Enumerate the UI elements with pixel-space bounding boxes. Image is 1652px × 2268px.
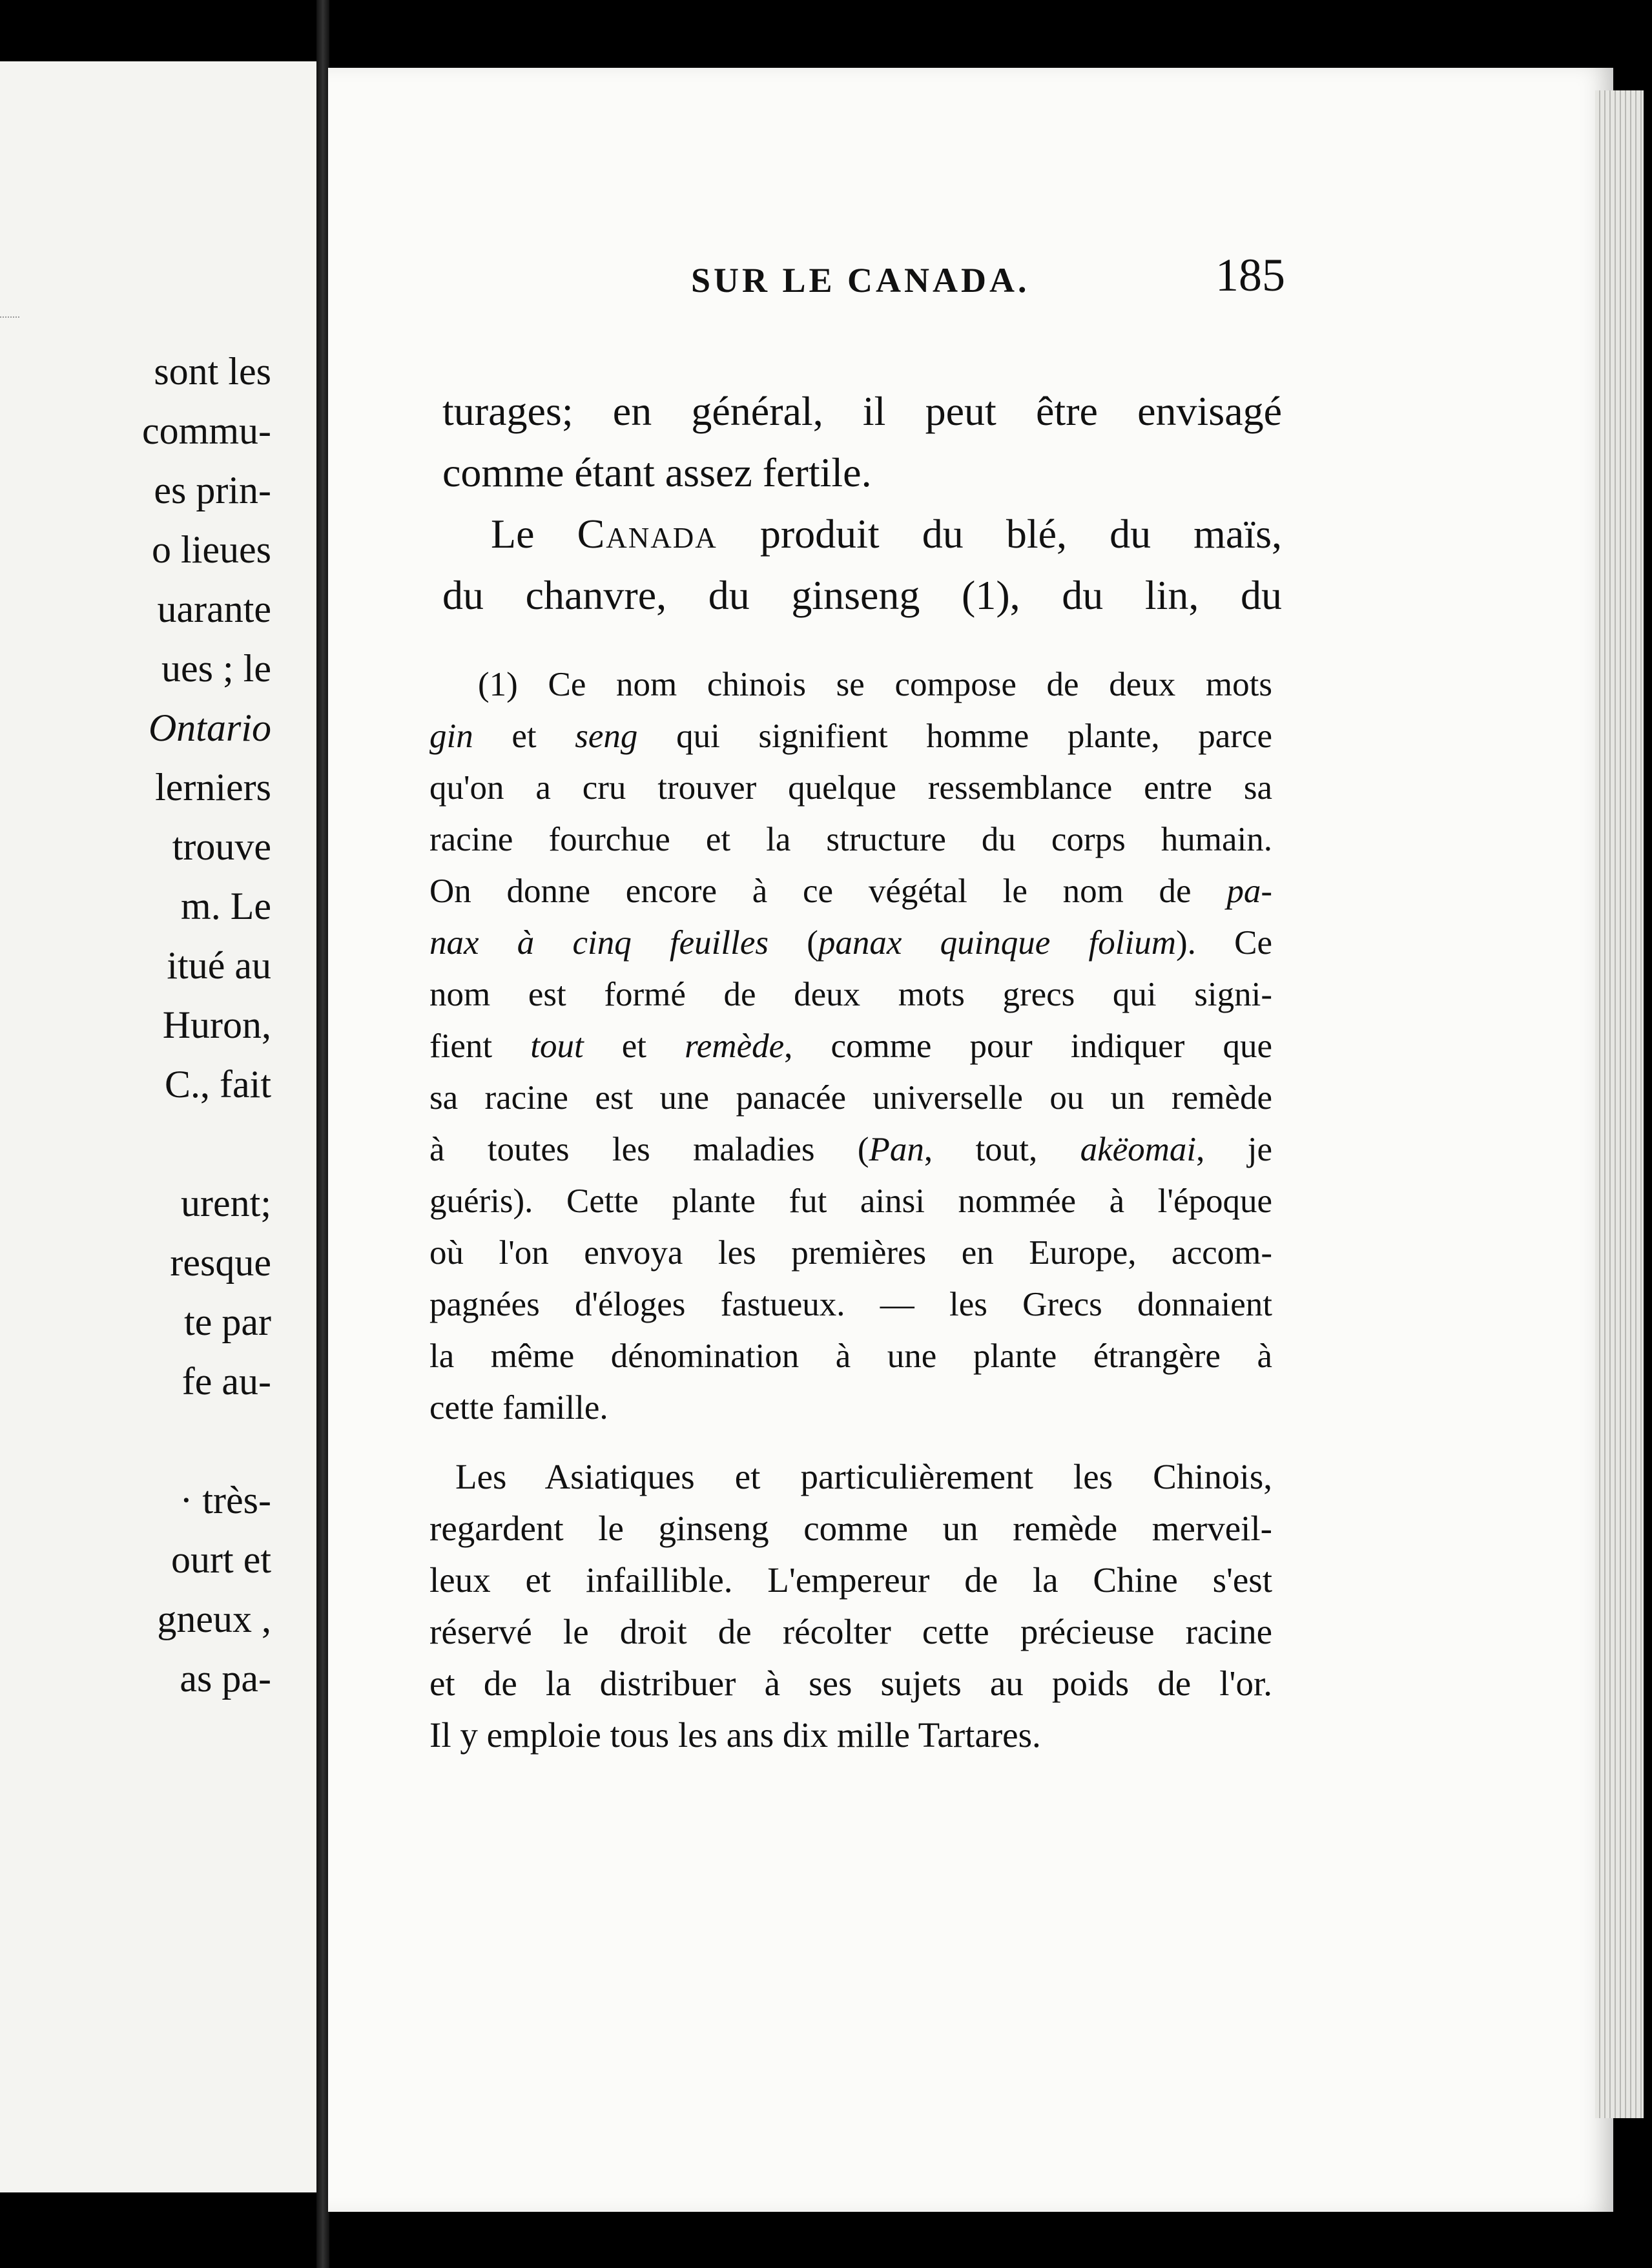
text-run: à toutes les maladies ( bbox=[429, 1131, 869, 1168]
footnote-line bbox=[429, 1027, 1272, 1066]
left-text-line: es prin- bbox=[154, 469, 271, 511]
footnote-line bbox=[429, 717, 1272, 756]
footnote-line: qu'on a cru trouver quelque ressemblance entre sa bbox=[429, 769, 1272, 807]
italic-run: gin bbox=[429, 717, 473, 755]
footnote-line bbox=[429, 923, 1272, 962]
text-run: ( bbox=[768, 924, 818, 962]
running-head: SUR LE CANADA. bbox=[691, 261, 1030, 300]
text-run: et bbox=[583, 1027, 685, 1065]
italic-run: seng bbox=[575, 717, 638, 755]
left-text-line: · très- bbox=[180, 1479, 271, 1521]
body-line: comme étant assez fertile. bbox=[442, 449, 872, 495]
text-run: fient bbox=[429, 1027, 531, 1065]
paragraph-line: réservé le droit de récolter cette précieuse racine bbox=[429, 1612, 1272, 1651]
page-fringe bbox=[0, 316, 19, 382]
body-line: du chanvre, du ginseng (1), du lin, du bbox=[442, 572, 1282, 618]
left-text-line: urent; bbox=[181, 1182, 271, 1224]
footnote-line: sa racine est une panacée universelle ou un remède bbox=[429, 1079, 1272, 1117]
book-gutter bbox=[316, 0, 329, 2268]
paragraph-line: et de la distribuer à ses sujets au poids de l'or. bbox=[429, 1664, 1272, 1703]
left-text-line: itué au bbox=[167, 944, 271, 987]
left-text-line: ourt et bbox=[171, 1538, 271, 1581]
body-text-run: Le bbox=[491, 511, 577, 557]
text-run: , je bbox=[1196, 1131, 1272, 1168]
footnote-line: pagnées d'éloges fastueux. — les Grecs donnaient bbox=[429, 1286, 1272, 1323]
footnote-line: la même dénomination à une plante étrangère à bbox=[429, 1337, 1272, 1375]
page-number: 185 bbox=[1215, 249, 1285, 301]
left-text-line: te par bbox=[184, 1301, 271, 1343]
body-line: turages; en général, il peut être envisagé bbox=[442, 388, 1282, 434]
footnote-line: racine fourchue et la structure du corps humain. bbox=[429, 821, 1272, 858]
left-text-line: fe au- bbox=[181, 1360, 271, 1403]
italic-run: pa- bbox=[1226, 872, 1272, 910]
body-line bbox=[491, 510, 1282, 558]
left-text-line: gneux , bbox=[157, 1598, 271, 1640]
text-run: , comme pour indiquer que bbox=[784, 1027, 1273, 1065]
italic-run: Pan bbox=[869, 1131, 924, 1168]
left-text-line: Huron, bbox=[162, 1004, 271, 1046]
left-text-line: lerniers bbox=[155, 766, 271, 809]
left-text-line: C., fait bbox=[165, 1063, 271, 1106]
paragraph-line: Il y emploie tous les ans dix mille Tartares. bbox=[429, 1715, 1041, 1755]
left-text-line: o lieues bbox=[152, 528, 271, 571]
left-text-line: as pa- bbox=[180, 1657, 271, 1700]
footnote-line: (1) Ce nom chinois se compose de deux mots bbox=[478, 666, 1272, 703]
left-text-line: uarante bbox=[157, 588, 271, 630]
left-text-line: m. Le bbox=[181, 885, 271, 927]
italic-run: tout bbox=[530, 1027, 584, 1065]
italic-run: remède bbox=[685, 1027, 785, 1065]
left-text-line: ues ; le bbox=[161, 647, 271, 690]
page-edges bbox=[1595, 90, 1644, 2118]
footnote-line: cette famille. bbox=[429, 1389, 608, 1427]
left-text-line: trouve bbox=[172, 825, 271, 868]
page-header bbox=[691, 242, 1285, 320]
text-run: et bbox=[473, 717, 575, 755]
text-run: On donne encore à ce végétal le nom de bbox=[429, 872, 1227, 910]
footnote-line: où l'on envoya les premières en Europe, accom- bbox=[429, 1234, 1272, 1272]
paragraph-line: regardent le ginseng comme un remède merveil- bbox=[429, 1509, 1272, 1548]
text-run: qui signifient homme plante, parce bbox=[637, 717, 1272, 755]
italic-run: akëomai bbox=[1080, 1131, 1197, 1168]
left-text-line: commu- bbox=[142, 409, 271, 452]
paragraph-line: Les Asiatiques et particulièrement les Chinois, bbox=[455, 1457, 1272, 1496]
body-text-run: produit du blé, du maïs, bbox=[717, 511, 1282, 557]
facing-page bbox=[0, 61, 316, 2192]
smallcaps-run: Canada bbox=[577, 511, 718, 557]
left-text-line: Ontario bbox=[148, 706, 271, 749]
footnote-line: guéris). Cette plante fut ainsi nommée à l'époque bbox=[429, 1182, 1272, 1220]
text-run: ). Ce bbox=[1176, 924, 1272, 962]
footnote-line bbox=[429, 1130, 1272, 1169]
footnote-line: nom est formé de deux mots grecs qui signi- bbox=[429, 976, 1272, 1013]
paragraph-line: leux et infaillible. L'empereur de la Chine s'est bbox=[429, 1560, 1272, 1600]
footnote-line bbox=[429, 872, 1272, 911]
text-run: , tout, bbox=[924, 1131, 1080, 1168]
italic-run: nax à cinq feuilles bbox=[429, 924, 769, 962]
left-text-line: sont les bbox=[154, 350, 271, 393]
left-text-line: resque bbox=[170, 1241, 271, 1284]
italic-run: panax quinque folium bbox=[818, 924, 1176, 962]
